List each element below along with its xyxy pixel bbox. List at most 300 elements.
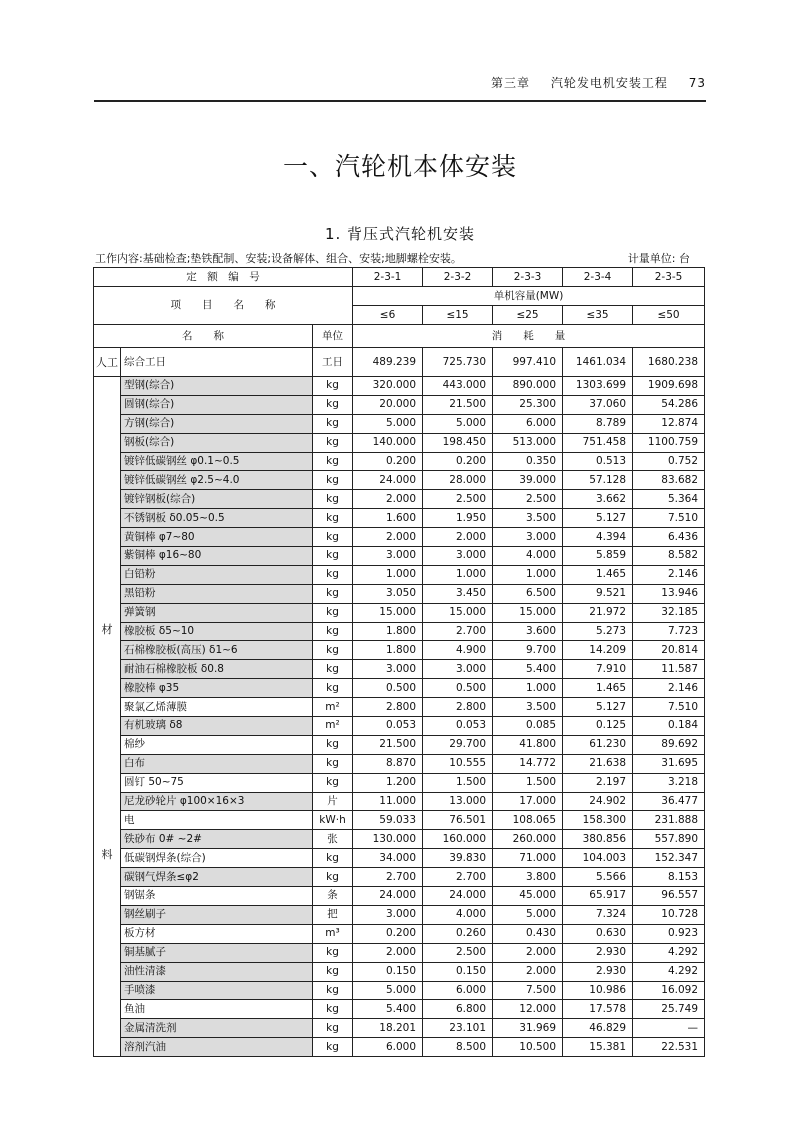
material-value: 3.000 bbox=[353, 547, 423, 566]
capacity-value: ≤35 bbox=[563, 306, 633, 325]
material-value: 1.800 bbox=[353, 641, 423, 660]
material-value: 2.000 bbox=[353, 943, 423, 962]
quota-code-header: 定 额 编 号 bbox=[94, 268, 353, 287]
material-value: 260.000 bbox=[493, 830, 563, 849]
material-row bbox=[94, 490, 705, 509]
material-value: 2.930 bbox=[563, 962, 633, 981]
material-value: 513.000 bbox=[493, 433, 563, 452]
material-unit: kg bbox=[313, 1019, 353, 1038]
material-value: 6.000 bbox=[493, 414, 563, 433]
material-value: 25.749 bbox=[633, 1000, 705, 1019]
consumption-header: 消 耗 量 bbox=[353, 325, 705, 348]
material-name: 尼龙砂轮片 φ100×16×3 bbox=[121, 792, 313, 811]
material-value: 7.910 bbox=[563, 660, 633, 679]
material-value: 1.000 bbox=[493, 679, 563, 698]
material-value: 7.510 bbox=[633, 509, 705, 528]
material-value: 198.450 bbox=[423, 433, 493, 452]
material-value: 76.501 bbox=[423, 811, 493, 830]
material-row bbox=[94, 830, 705, 849]
material-name: 圆钉 50~75 bbox=[121, 773, 313, 792]
material-name: 镀锌低碳钢丝 φ2.5~4.0 bbox=[121, 471, 313, 490]
material-value: 39.830 bbox=[423, 849, 493, 868]
material-value: 3.500 bbox=[493, 509, 563, 528]
material-unit: m² bbox=[313, 717, 353, 736]
material-name: 圆钢(综合) bbox=[121, 395, 313, 414]
material-value: 0.752 bbox=[633, 452, 705, 471]
capacity-value: ≤15 bbox=[423, 306, 493, 325]
material-name: 有机玻璃 δ8 bbox=[121, 717, 313, 736]
material-row bbox=[94, 471, 705, 490]
material-value: 8.870 bbox=[353, 754, 423, 773]
quota-code: 2-3-3 bbox=[493, 268, 563, 287]
material-value: 0.150 bbox=[423, 962, 493, 981]
material-unit: m² bbox=[313, 698, 353, 717]
material-value: 231.888 bbox=[633, 811, 705, 830]
material-name: 铜基腻子 bbox=[121, 943, 313, 962]
material-unit: kg bbox=[313, 868, 353, 887]
material-row bbox=[94, 773, 705, 792]
capacity-header: 单机容量(MW) bbox=[353, 287, 705, 306]
material-value: 10.555 bbox=[423, 754, 493, 773]
material-row bbox=[94, 660, 705, 679]
work-content: 工作内容:基础检查;垫铁配制、安装;设备解体、组合、安装;地脚螺栓安装。 bbox=[95, 252, 462, 265]
material-name: 油性清漆 bbox=[121, 962, 313, 981]
material-value: 29.700 bbox=[423, 735, 493, 754]
material-value: 10.500 bbox=[493, 1038, 563, 1057]
material-name: 石棉橡胶板(高压) δ1~6 bbox=[121, 641, 313, 660]
material-value: 5.000 bbox=[353, 414, 423, 433]
material-value: 4.394 bbox=[563, 528, 633, 547]
material-value: 3.000 bbox=[423, 547, 493, 566]
material-name: 镀锌低碳钢丝 φ0.1~0.5 bbox=[121, 452, 313, 471]
material-unit: 张 bbox=[313, 830, 353, 849]
material-row bbox=[94, 811, 705, 830]
material-value: 8.153 bbox=[633, 868, 705, 887]
material-row bbox=[94, 887, 705, 906]
material-value: 557.890 bbox=[633, 830, 705, 849]
material-value: 0.513 bbox=[563, 452, 633, 471]
quota-code: 2-3-2 bbox=[423, 268, 493, 287]
material-unit: kg bbox=[313, 433, 353, 452]
material-value: 5.400 bbox=[353, 1000, 423, 1019]
chapter-label: 第三章 bbox=[491, 76, 531, 90]
material-value: 6.800 bbox=[423, 1000, 493, 1019]
material-unit: 把 bbox=[313, 905, 353, 924]
material-row bbox=[94, 547, 705, 566]
material-name: 钢板(综合) bbox=[121, 433, 313, 452]
material-unit: kg bbox=[313, 943, 353, 962]
material-value: 1.000 bbox=[423, 565, 493, 584]
material-value: 24.902 bbox=[563, 792, 633, 811]
material-value: 20.000 bbox=[353, 395, 423, 414]
material-value: 3.500 bbox=[493, 698, 563, 717]
header-rule bbox=[94, 100, 706, 102]
material-value: 2.700 bbox=[423, 622, 493, 641]
material-value: 1909.698 bbox=[633, 377, 705, 396]
material-unit: kg bbox=[313, 603, 353, 622]
material-value: 158.300 bbox=[563, 811, 633, 830]
material-value: 6.000 bbox=[423, 981, 493, 1000]
material-value: 751.458 bbox=[563, 433, 633, 452]
material-value: 443.000 bbox=[423, 377, 493, 396]
material-unit: kg bbox=[313, 754, 353, 773]
material-value: 3.000 bbox=[353, 905, 423, 924]
material-value: 1.465 bbox=[563, 679, 633, 698]
material-value: 0.053 bbox=[423, 717, 493, 736]
material-row bbox=[94, 377, 705, 396]
material-value: 2.700 bbox=[423, 868, 493, 887]
material-value: 17.000 bbox=[493, 792, 563, 811]
material-value: 1.200 bbox=[353, 773, 423, 792]
material-value: 3.000 bbox=[493, 528, 563, 547]
material-value: 5.000 bbox=[353, 981, 423, 1000]
page-header bbox=[94, 74, 706, 92]
material-value: 3.800 bbox=[493, 868, 563, 887]
material-value: 65.917 bbox=[563, 887, 633, 906]
material-value: 1.465 bbox=[563, 565, 633, 584]
material-row bbox=[94, 565, 705, 584]
material-row bbox=[94, 754, 705, 773]
material-value: 2.000 bbox=[423, 528, 493, 547]
material-value: 5.000 bbox=[493, 905, 563, 924]
labor-value: 1461.034 bbox=[563, 348, 633, 377]
material-value: 108.065 bbox=[493, 811, 563, 830]
material-value: 5.000 bbox=[423, 414, 493, 433]
material-value: 15.381 bbox=[563, 1038, 633, 1057]
material-value: 12.000 bbox=[493, 1000, 563, 1019]
material-row bbox=[94, 735, 705, 754]
material-value: 21.638 bbox=[563, 754, 633, 773]
material-value: 4.292 bbox=[633, 943, 705, 962]
material-unit: kg bbox=[313, 471, 353, 490]
material-unit: kg bbox=[313, 452, 353, 471]
material-name: 聚氯乙烯薄膜 bbox=[121, 698, 313, 717]
material-name: 镀锌钢板(综合) bbox=[121, 490, 313, 509]
material-value: 31.695 bbox=[633, 754, 705, 773]
material-value: 11.000 bbox=[353, 792, 423, 811]
material-value: 104.003 bbox=[563, 849, 633, 868]
material-value: 3.000 bbox=[423, 660, 493, 679]
material-value: 45.000 bbox=[493, 887, 563, 906]
material-value: 22.531 bbox=[633, 1038, 705, 1057]
material-row bbox=[94, 849, 705, 868]
material-value: 13.946 bbox=[633, 584, 705, 603]
material-name: 溶剂汽油 bbox=[121, 1038, 313, 1057]
material-value: 1.600 bbox=[353, 509, 423, 528]
material-unit: kg bbox=[313, 565, 353, 584]
material-value: 34.000 bbox=[353, 849, 423, 868]
material-value: 54.286 bbox=[633, 395, 705, 414]
material-value: 14.772 bbox=[493, 754, 563, 773]
capacity-value: ≤50 bbox=[633, 306, 705, 325]
material-value: 24.000 bbox=[353, 471, 423, 490]
material-value: 5.364 bbox=[633, 490, 705, 509]
material-unit: kg bbox=[313, 981, 353, 1000]
material-unit: kg bbox=[313, 1000, 353, 1019]
material-value: 10.986 bbox=[563, 981, 633, 1000]
material-value: 1.500 bbox=[423, 773, 493, 792]
material-value: 21.972 bbox=[563, 603, 633, 622]
material-value: 16.092 bbox=[633, 981, 705, 1000]
material-name: 橡胶棒 φ35 bbox=[121, 679, 313, 698]
material-unit: kg bbox=[313, 641, 353, 660]
material-value: 2.000 bbox=[493, 943, 563, 962]
material-value: 0.125 bbox=[563, 717, 633, 736]
material-unit: 片 bbox=[313, 792, 353, 811]
material-value: 5.566 bbox=[563, 868, 633, 887]
material-unit: kg bbox=[313, 528, 353, 547]
material-name: 棉纱 bbox=[121, 735, 313, 754]
material-row bbox=[94, 981, 705, 1000]
material-name: 弹簧钢 bbox=[121, 603, 313, 622]
quota-table bbox=[93, 267, 705, 1057]
material-name: 钢丝刷子 bbox=[121, 905, 313, 924]
material-row bbox=[94, 792, 705, 811]
material-name: 电 bbox=[121, 811, 313, 830]
material-value: 3.000 bbox=[353, 660, 423, 679]
item-name-header: 项 目 名 称 bbox=[94, 287, 353, 325]
material-name: 手喷漆 bbox=[121, 981, 313, 1000]
material-value: 23.101 bbox=[423, 1019, 493, 1038]
material-group-bottom: 料 bbox=[101, 847, 113, 861]
material-row bbox=[94, 868, 705, 887]
material-value: 3.050 bbox=[353, 584, 423, 603]
material-value: 0.500 bbox=[423, 679, 493, 698]
material-value: 6.500 bbox=[493, 584, 563, 603]
material-name: 耐油石棉橡胶板 δ0.8 bbox=[121, 660, 313, 679]
material-value: 11.587 bbox=[633, 660, 705, 679]
material-value: 5.127 bbox=[563, 698, 633, 717]
material-value: 2.500 bbox=[423, 490, 493, 509]
material-value: 140.000 bbox=[353, 433, 423, 452]
chapter-title: 汽轮发电机安装工程 bbox=[550, 76, 668, 90]
material-value: 5.273 bbox=[563, 622, 633, 641]
quota-code: 2-3-4 bbox=[563, 268, 633, 287]
material-value: 2.800 bbox=[423, 698, 493, 717]
material-value: 1.000 bbox=[353, 565, 423, 584]
material-unit: kg bbox=[313, 377, 353, 396]
material-row bbox=[94, 717, 705, 736]
material-name: 白铅粉 bbox=[121, 565, 313, 584]
material-value: 89.692 bbox=[633, 735, 705, 754]
material-value: 8.500 bbox=[423, 1038, 493, 1057]
material-unit: kg bbox=[313, 962, 353, 981]
material-value: 21.500 bbox=[353, 735, 423, 754]
material-unit: kg bbox=[313, 584, 353, 603]
material-value: 36.477 bbox=[633, 792, 705, 811]
material-value: 2.800 bbox=[353, 698, 423, 717]
material-value: 7.510 bbox=[633, 698, 705, 717]
labor-value: 1680.238 bbox=[633, 348, 705, 377]
labor-unit: 工日 bbox=[313, 348, 353, 377]
material-unit: m³ bbox=[313, 924, 353, 943]
material-value: 3.600 bbox=[493, 622, 563, 641]
material-unit: kg bbox=[313, 849, 353, 868]
material-value: 28.000 bbox=[423, 471, 493, 490]
name-header: 名 称 bbox=[94, 325, 313, 348]
material-value: 96.557 bbox=[633, 887, 705, 906]
material-name: 碳钢气焊条≤φ2 bbox=[121, 868, 313, 887]
material-value: 0.630 bbox=[563, 924, 633, 943]
material-value: 18.201 bbox=[353, 1019, 423, 1038]
column-header-row bbox=[94, 325, 705, 348]
quota-code: 2-3-5 bbox=[633, 268, 705, 287]
material-unit: kg bbox=[313, 414, 353, 433]
material-value: 32.185 bbox=[633, 603, 705, 622]
material-name: 不锈钢板 δ0.05~0.5 bbox=[121, 509, 313, 528]
material-row bbox=[94, 528, 705, 547]
material-value: 0.350 bbox=[493, 452, 563, 471]
material-name: 金属清洗剂 bbox=[121, 1019, 313, 1038]
material-value: 2.197 bbox=[563, 773, 633, 792]
material-value: 3.662 bbox=[563, 490, 633, 509]
material-value: 7.500 bbox=[493, 981, 563, 1000]
material-value: 41.800 bbox=[493, 735, 563, 754]
material-value: 0.200 bbox=[423, 452, 493, 471]
material-value: 14.209 bbox=[563, 641, 633, 660]
material-unit: kg bbox=[313, 395, 353, 414]
material-row bbox=[94, 641, 705, 660]
material-value: 5.400 bbox=[493, 660, 563, 679]
material-value: 24.000 bbox=[423, 887, 493, 906]
material-name: 橡胶板 δ5~10 bbox=[121, 622, 313, 641]
material-row bbox=[94, 603, 705, 622]
material-value: 0.200 bbox=[353, 452, 423, 471]
material-value: 0.260 bbox=[423, 924, 493, 943]
subsection-title: 1. 背压式汽轮机安装 bbox=[324, 225, 476, 243]
material-value: 1.500 bbox=[493, 773, 563, 792]
material-group-top: 材 bbox=[101, 623, 113, 637]
section-title: 一、汽轮机本体安装 bbox=[282, 152, 517, 181]
material-value: 160.000 bbox=[423, 830, 493, 849]
material-value: 8.789 bbox=[563, 414, 633, 433]
material-value: 1303.699 bbox=[563, 377, 633, 396]
material-name: 鱼油 bbox=[121, 1000, 313, 1019]
material-value: 3.218 bbox=[633, 773, 705, 792]
material-value: 130.000 bbox=[353, 830, 423, 849]
material-row bbox=[94, 1000, 705, 1019]
material-value: 2.500 bbox=[423, 943, 493, 962]
material-value: 5.859 bbox=[563, 547, 633, 566]
material-value: 15.000 bbox=[493, 603, 563, 622]
labor-name: 综合工日 bbox=[121, 348, 313, 377]
material-value: 5.127 bbox=[563, 509, 633, 528]
material-row bbox=[94, 395, 705, 414]
material-value: 7.324 bbox=[563, 905, 633, 924]
capacity-value: ≤6 bbox=[353, 306, 423, 325]
material-value: 8.582 bbox=[633, 547, 705, 566]
material-row bbox=[94, 924, 705, 943]
material-value: 17.578 bbox=[563, 1000, 633, 1019]
material-value: 37.060 bbox=[563, 395, 633, 414]
material-value: 25.300 bbox=[493, 395, 563, 414]
material-value: 0.200 bbox=[353, 924, 423, 943]
material-value: 4.000 bbox=[493, 547, 563, 566]
material-value: 1.000 bbox=[493, 565, 563, 584]
material-value: 2.930 bbox=[563, 943, 633, 962]
material-value: 380.856 bbox=[563, 830, 633, 849]
material-value: 12.874 bbox=[633, 414, 705, 433]
material-value: 10.728 bbox=[633, 905, 705, 924]
material-name: 紫铜棒 φ16~80 bbox=[121, 547, 313, 566]
material-value: 7.723 bbox=[633, 622, 705, 641]
material-name: 低碳钢焊条(综合) bbox=[121, 849, 313, 868]
material-value: 9.521 bbox=[563, 584, 633, 603]
material-unit: kg bbox=[313, 679, 353, 698]
material-unit: kg bbox=[313, 660, 353, 679]
material-name: 白布 bbox=[121, 754, 313, 773]
material-value: 2.000 bbox=[353, 490, 423, 509]
material-value: 61.230 bbox=[563, 735, 633, 754]
capacity-header-row bbox=[94, 287, 705, 306]
material-value: 15.000 bbox=[423, 603, 493, 622]
material-value: 39.000 bbox=[493, 471, 563, 490]
material-value: 320.000 bbox=[353, 377, 423, 396]
material-unit: kg bbox=[313, 622, 353, 641]
material-value: 31.969 bbox=[493, 1019, 563, 1038]
material-name: 方钢(综合) bbox=[121, 414, 313, 433]
capacity-value: ≤25 bbox=[493, 306, 563, 325]
material-name: 黄铜棒 φ7~80 bbox=[121, 528, 313, 547]
material-unit: kg bbox=[313, 773, 353, 792]
material-value: 4.000 bbox=[423, 905, 493, 924]
material-row bbox=[94, 452, 705, 471]
material-name: 黑铅粉 bbox=[121, 584, 313, 603]
material-name: 型钢(综合) bbox=[121, 377, 313, 396]
material-value: 71.000 bbox=[493, 849, 563, 868]
material-value: 2.500 bbox=[493, 490, 563, 509]
material-value: 24.000 bbox=[353, 887, 423, 906]
material-row bbox=[94, 414, 705, 433]
material-value: 9.700 bbox=[493, 641, 563, 660]
material-value: 2.700 bbox=[353, 868, 423, 887]
material-row bbox=[94, 1019, 705, 1038]
material-value: 0.430 bbox=[493, 924, 563, 943]
labor-value: 997.410 bbox=[493, 348, 563, 377]
material-value: 46.829 bbox=[563, 1019, 633, 1038]
material-value: 152.347 bbox=[633, 849, 705, 868]
material-value: 83.682 bbox=[633, 471, 705, 490]
labor-group-label: 人工 bbox=[94, 348, 121, 377]
quota-code: 2-3-1 bbox=[353, 268, 423, 287]
material-value: 6.436 bbox=[633, 528, 705, 547]
material-value: — bbox=[633, 1019, 705, 1038]
material-value: 21.500 bbox=[423, 395, 493, 414]
material-value: 3.450 bbox=[423, 584, 493, 603]
material-row bbox=[94, 905, 705, 924]
material-value: 57.128 bbox=[563, 471, 633, 490]
material-value: 6.000 bbox=[353, 1038, 423, 1057]
material-unit: 条 bbox=[313, 887, 353, 906]
measure-unit: 计量单位: 台 bbox=[627, 252, 690, 265]
material-unit: kW·h bbox=[313, 811, 353, 830]
material-value: 2.000 bbox=[493, 962, 563, 981]
material-value: 890.000 bbox=[493, 377, 563, 396]
material-value: 13.000 bbox=[423, 792, 493, 811]
material-value: 4.900 bbox=[423, 641, 493, 660]
material-name: 板方材 bbox=[121, 924, 313, 943]
material-value: 0.923 bbox=[633, 924, 705, 943]
material-group-label bbox=[94, 377, 121, 1057]
material-value: 1.950 bbox=[423, 509, 493, 528]
material-row bbox=[94, 698, 705, 717]
material-value: 0.053 bbox=[353, 717, 423, 736]
material-value: 15.000 bbox=[353, 603, 423, 622]
material-row bbox=[94, 584, 705, 603]
material-value: 2.000 bbox=[353, 528, 423, 547]
material-row bbox=[94, 679, 705, 698]
material-value: 2.146 bbox=[633, 565, 705, 584]
